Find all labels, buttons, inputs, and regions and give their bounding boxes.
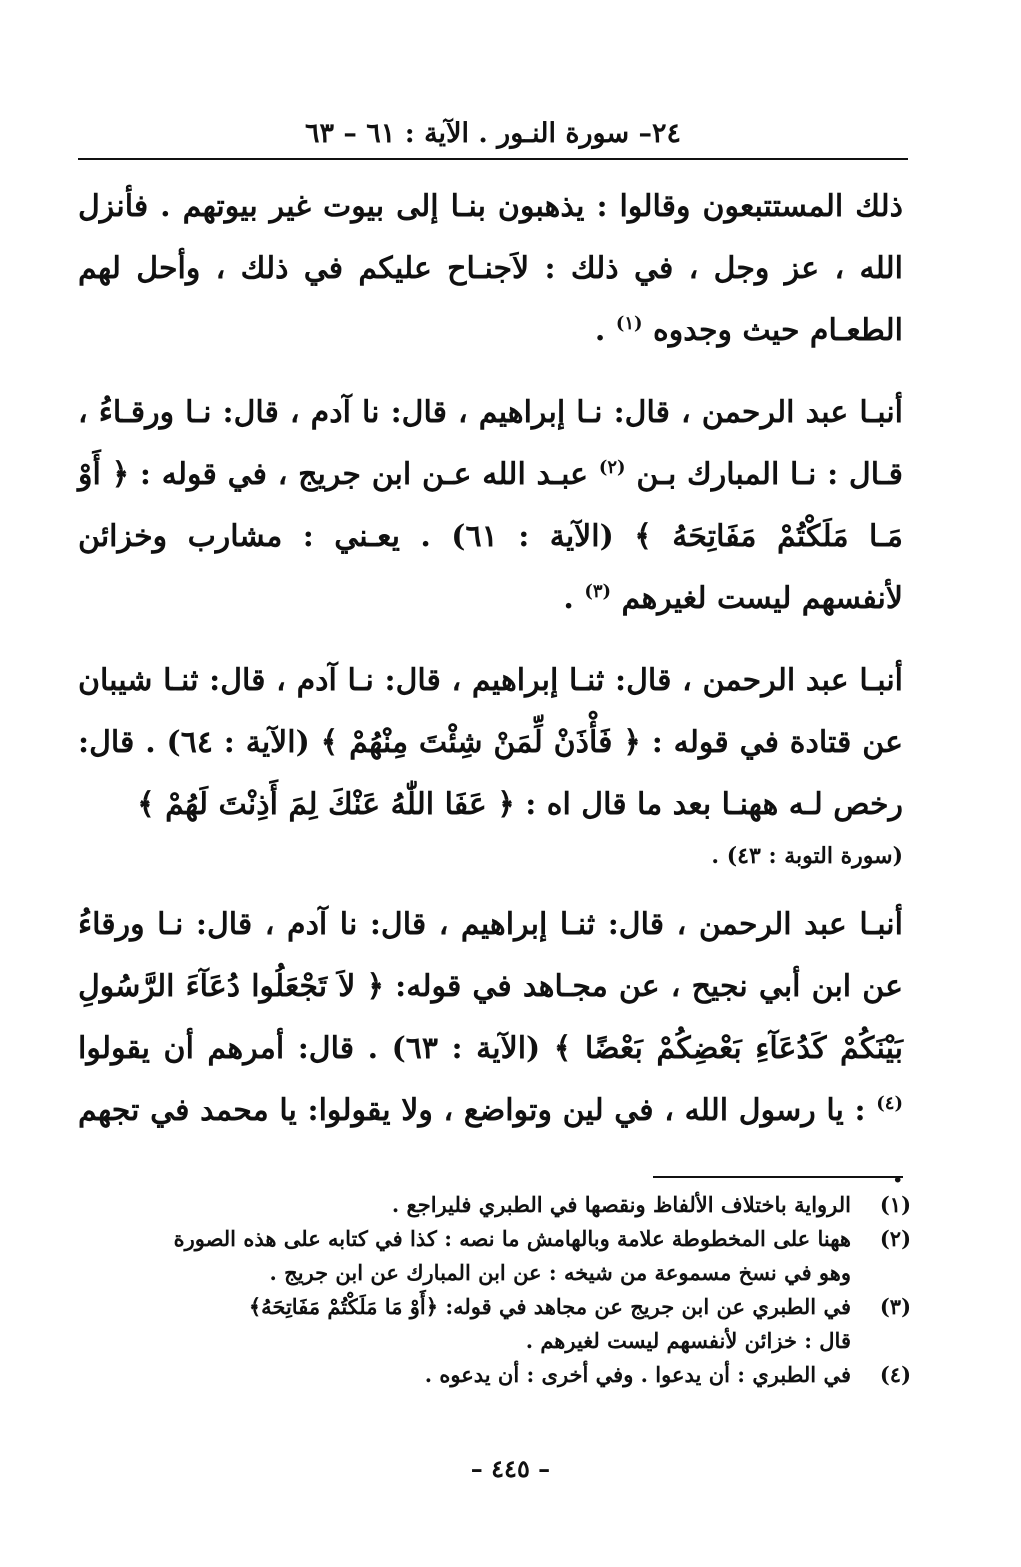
footnote-1 [76, 1188, 911, 1222]
footnote-4 [76, 1358, 911, 1392]
paragraph-2 [78, 382, 903, 630]
main-text [78, 176, 903, 1224]
footnote-3-continuation: قال : خزائن لأنفسهم ليست لغيرهم . [525, 1328, 851, 1353]
paragraph-4-text: أنبـا عبد الرحمن ، قال: ثنـا إبراهيم ، قال: نا آدم ، قال: نـا ورقاءُ عن ابن أبي نجيح ، عن مجـاهد في قوله: ﴿ لاَ تَجْعَلُوا دُعَآءَ الرَّسُولِ بَيْنَكُمْ كَدُعَآءِ بَعْضِكُمْ بَعْضًا ﴾ (الآية : ٦٣) . قال: أمرهم أن يقولوا [78, 907, 903, 1066]
paragraph-2-tail: . [563, 581, 574, 616]
footnote-number: (١) [879, 1192, 911, 1217]
footnote-2-continuation: وهو في نسخ مسموعة من شيخه : عن ابن المبارك عن ابن جريج . [269, 1260, 851, 1285]
footnote-text: في الطبري عن ابن جريج عن مجاهد في قوله: ﴿أَوْ مَا مَلَكْتُمْ مَفَاتِحَهُ﴾ [248, 1294, 851, 1319]
paragraph-1-text: ذلك المستتبعون وقالوا : يذهبون بنـا إلى بيوت غير بيوتهم . فأنزل الله ، عز وجل ، في ذلك : لاَجنـاح عليكم في ذلك ، وأحل لهم الطعـام حيث وجدوه [78, 189, 903, 348]
paragraph-4 [78, 894, 903, 1204]
footnote-number: (٤) [879, 1362, 911, 1387]
paragraph-3-text: أنبـا عبد الرحمن ، قال: ثنـا إبراهيم ، قال: نـا آدم ، قال: ثنـا شيبان عن قتادة في قوله : ﴿ فَأْذَنْ لِّمَنْ شِئْتَ مِنْهُمْ ﴾ (الآية : ٦٤) . قال: رخص لـه ههنـا بعد ما قال اه : ﴿ عَفَا اللّٰهُ عَنْكَ لِمَ أَذِنْتَ لَهُمْ ﴾ [78, 663, 903, 822]
paragraph-3 [78, 650, 903, 836]
footnote-marker-1: (١) [615, 313, 643, 334]
paragraph-1 [78, 176, 903, 362]
footnote-3 [76, 1290, 911, 1324]
footnote-text: ههنا على المخطوطة علامة وبالهامش ما نصه : كذا في كتابه على هذه الصورة [173, 1226, 851, 1251]
footnote-number: (٣) [879, 1294, 911, 1319]
paragraph-2-text: أنبـا عبد الرحمن ، قال: نـا إبراهيم ، قال: نا آدم ، قال: نـا ورقـاءُ ، قـال : نـا المبارك بـن [78, 395, 903, 492]
footnote-text: في الطبري : أن يدعوا . وفي أخرى : أن يدعوه . [424, 1362, 851, 1387]
footnote-number: (٢) [879, 1226, 911, 1251]
footnotes [76, 1188, 911, 1392]
paragraph-2-text-cont: عبـد الله عـن ابن جريج ، في قوله : ﴿ أَوْ مَـا مَلَكْتُمْ مَفَاتِحَهُ ﴾ (الآية : ٦١) . يعـني : مشارب وخزائن لأنفسهم ليست لغيرهم [78, 457, 903, 616]
footnote-divider [653, 1176, 903, 1178]
footnote-marker-2: (٢) [598, 457, 626, 478]
page-number: – ٤٤٥ – [470, 1454, 551, 1483]
surah-reference: (سورة التوبة : ٤٣) . [711, 843, 903, 869]
footnote-marker-4: (٤) [876, 1093, 903, 1114]
paragraph-1-tail: . [594, 313, 606, 348]
footnote-text: الرواية باختلاف الألفاظ ونقصها في الطبري فليراجع . [391, 1192, 851, 1217]
running-header: ٢٤– سورة النـور . الآية : ٦١ – ٦٣ [304, 118, 682, 149]
paragraph-4-text-cont: : يا رسول الله ، في لين وتواضع ، ولا يقولوا: يا محمد في تجهم . [78, 1093, 903, 1190]
footnote-marker-3: (٣) [584, 581, 612, 602]
footnote-2 [76, 1222, 911, 1256]
header-divider [78, 158, 908, 160]
